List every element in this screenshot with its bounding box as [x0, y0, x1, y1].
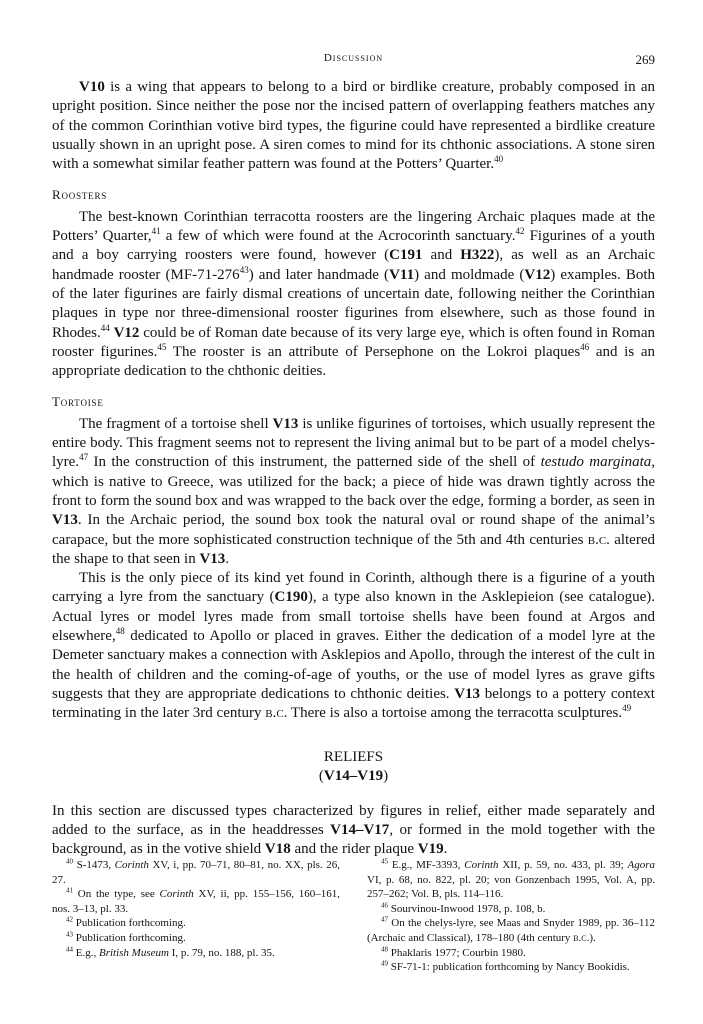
- footnote: $^{43}$ Publication forthcoming.: [66, 930, 186, 944]
- footnote: $^{48}$ Phaklaris 1977; Courbin 1980.: [381, 944, 526, 959]
- paragraph-tortoise-1: The fragment of a tortoise shell V13 is unlike figurines of tortoises, which usually represent the entire body. This fragment seems not to represent the living animal but to be part of a model chelys-lyre.$^{47}$ In the construction of this instrument, the patterned side of the shell of testudo marginata, which is native to Greece, was utilized for the back; a piece of hide was drawn tightly across the front to form the sound box and was wrapped to the back over the edge, forming a border, as seen in V13. In the Archaic period, the sound box took the natural oval or round shape of the animal’s carapace, but the more sophisticated construction technique of the 5th and 4th centuries b.c. altered the shape to that seen in V13.: [52, 415, 655, 567]
- paragraph-v10: V10 is a wing that appears to belong to a bird or birdlike creature, probably composed in an upright position. Since neither the pose nor the incised pattern of overlapping feathers matches any of the common Corinthian votive bird types, the figurine could have represented a birdlike creature usually shown in an upright pose. A siren comes to mind for its chthonic associations. A stone siren with a somewhat similar feather pattern was found at the Potters’ Quarter.$^{40}$: [52, 79, 655, 173]
- running-head-title: Discussion: [323, 52, 384, 64]
- footnotes-right-column: [367, 858, 655, 975]
- main-text: [52, 78, 655, 859]
- section-heading-tortoise: Tortoise: [52, 394, 104, 410]
- footnote: $^{41}$ On the type, see Corinth XV, ii, pp. 155–156, 160–161, nos. 3–13, pl. 33.: [52, 886, 340, 915]
- reliefs-title: RELIEFS: [323, 748, 384, 765]
- footnote: $^{44}$ E.g., British Museum I, p. 79, no. 188, pl. 35.: [66, 944, 275, 959]
- section-heading-roosters: Roosters: [52, 187, 108, 203]
- page-number: 269: [635, 52, 655, 67]
- reliefs-subtitle: (V14–V19): [318, 767, 389, 784]
- paragraph-tortoise-2: This is the only piece of its kind yet found in Corinth, although there is a figurine of a youth carrying a lyre from the sanctuary (C190), a type also known in the Asklepieion (see catalogue). Actual lyres or model lyres made from small tortoise shells have been found at Argos and elsewhere,$^{48}$ dedicated to Apollo or placed in graves. Either the dedication of a model lyre at the Demeter sanctuary makes a connection with Asklepios and Apollo, through the interest of the cult in the health of children and the coming-of-age of youths, or the use of model lyres as grave gifts suggests that they are appropriate dedications to chthonic deities. V13 belongs to a pottery context terminating in the later 3rd century b.c. There is also a tortoise among the terracotta sculptures.$^{49}$: [52, 570, 655, 722]
- footnotes-left-column: [52, 858, 340, 960]
- footnote: $^{42}$ Publication forthcoming.: [66, 915, 186, 930]
- running-head: [52, 52, 655, 72]
- footnote: $^{45}$ E.g., MF-3393, Corinth XII, p. 59, no. 433, pl. 39; Agora VI, p. 68, no. 822, pl. 20; von Gonzenbach 1995, Vol. A, pp. 257–262; Vol. B, pls. 114–116.: [367, 857, 655, 901]
- footnote: $^{47}$ On the chelys-lyre, see Maas and Snyder 1989, pp. 36–112 (Archaic and Classical), 178–180 (4th century b.c.).: [367, 915, 655, 944]
- paragraph-reliefs-intro: In this section are discussed types characterized by figures in relief, either made separately and added to the surface, as in the headdresses V14–V17, or formed in the mold together with the background, as in the votive shield V18 and the rider plaque V19.: [52, 802, 655, 858]
- paragraph-roosters: The best-known Corinthian terracotta roosters are the lingering Archaic plaques made at the Potters’ Quarter,$^{41}$ a few of which were found at the Acrocorinth sanctuary.$^{42}$ Figurines of a youth and a boy carrying roosters were found, however (C191 and H322), as well as an Archaic handmade rooster $(MF-71-276^{43})$ and later handmade (V11) and moldmade (V12) examples. Both of the later figurines are fairly dismal creations of uncertain date, following neither the Corinthian plaques in type nor three-dimensional rooster figurines from elsewhere, such as those found in Rhodes.$^{44}$ V12 could be of Roman date because of its very large eye, which is often found in Roman rooster figurines.$^{45}$ The rooster is an attribute of Persephone on the Lokroi plaques$^{46}$ and is an appropriate dedication to the chthonic deities.: [52, 208, 656, 380]
- reliefs-heading: [52, 748, 655, 786]
- footnote: $^{40}$ S-1473, Corinth XV, i, pp. 70–71, 80–81, no. XX, pls. 26, 27.: [52, 857, 340, 886]
- footnote: $^{49}$ SF-71-1: publication forthcoming by Nancy Bookidis.: [381, 959, 630, 974]
- footnote: $^{46}$ Sourvinou-Inwood 1978, p. 108, b.: [381, 901, 546, 915]
